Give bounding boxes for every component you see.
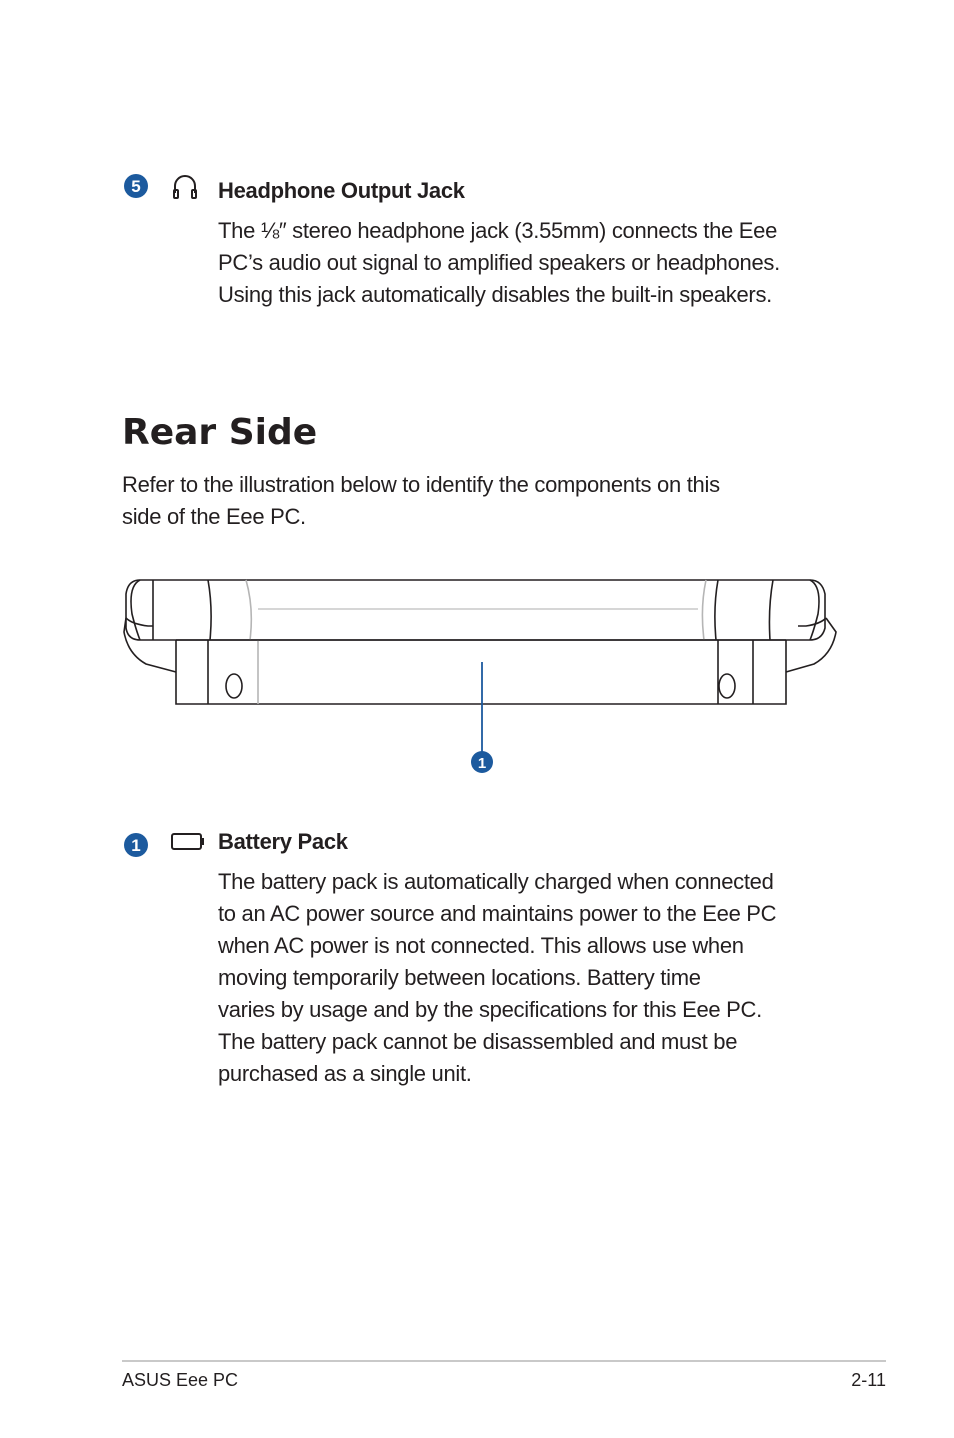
battery-line: purchased as a single unit. <box>218 1061 472 1086</box>
rear-side-illustration <box>118 572 842 780</box>
footer-doc-title: ASUS Eee PC <box>122 1370 239 1390</box>
headphone-line: Using this jack automatically disables the built-in speakers. <box>218 282 772 307</box>
battery-line: The battery pack is automatically charged when connected <box>218 869 774 894</box>
battery-title: Battery Pack <box>218 829 348 854</box>
headphone-title: Headphone Output Jack <box>218 178 465 203</box>
battery-line: varies by usage and by the specifications for this Eee PC. <box>218 997 762 1022</box>
battery-line: when AC power is not connected. This allows use when <box>218 933 744 958</box>
battery-line: moving temporarily between locations. Battery time <box>218 965 701 990</box>
number-badge-text: 5 <box>131 177 141 196</box>
figure-callout-number: 1 <box>477 755 487 772</box>
section-title: Rear Side <box>122 412 318 453</box>
battery-line: The battery pack cannot be disassembled and must be <box>218 1029 738 1054</box>
footer-divider <box>122 1360 886 1362</box>
intro-line: side of the Eee PC. <box>122 504 306 529</box>
number-badge-1 <box>123 832 149 858</box>
headphone-icon <box>171 173 199 201</box>
section-intro <box>122 469 842 533</box>
number-badge-5 <box>123 173 149 199</box>
headphone-line: The ⅛″ stereo headphone jack (3.55mm) connects the Eee <box>218 218 778 243</box>
headphone-line: PC’s audio out signal to amplified speakers or headphones. <box>218 250 780 275</box>
battery-line: to an AC power source and maintains power to the Eee PC <box>218 901 777 926</box>
footer-page-number: 2-11 <box>851 1370 886 1390</box>
headphone-description <box>218 215 858 311</box>
battery-icon <box>170 832 206 852</box>
number-badge-text: 1 <box>131 836 141 855</box>
battery-description <box>218 866 858 1090</box>
intro-line: Refer to the illustration below to identify the components on this <box>122 472 720 497</box>
